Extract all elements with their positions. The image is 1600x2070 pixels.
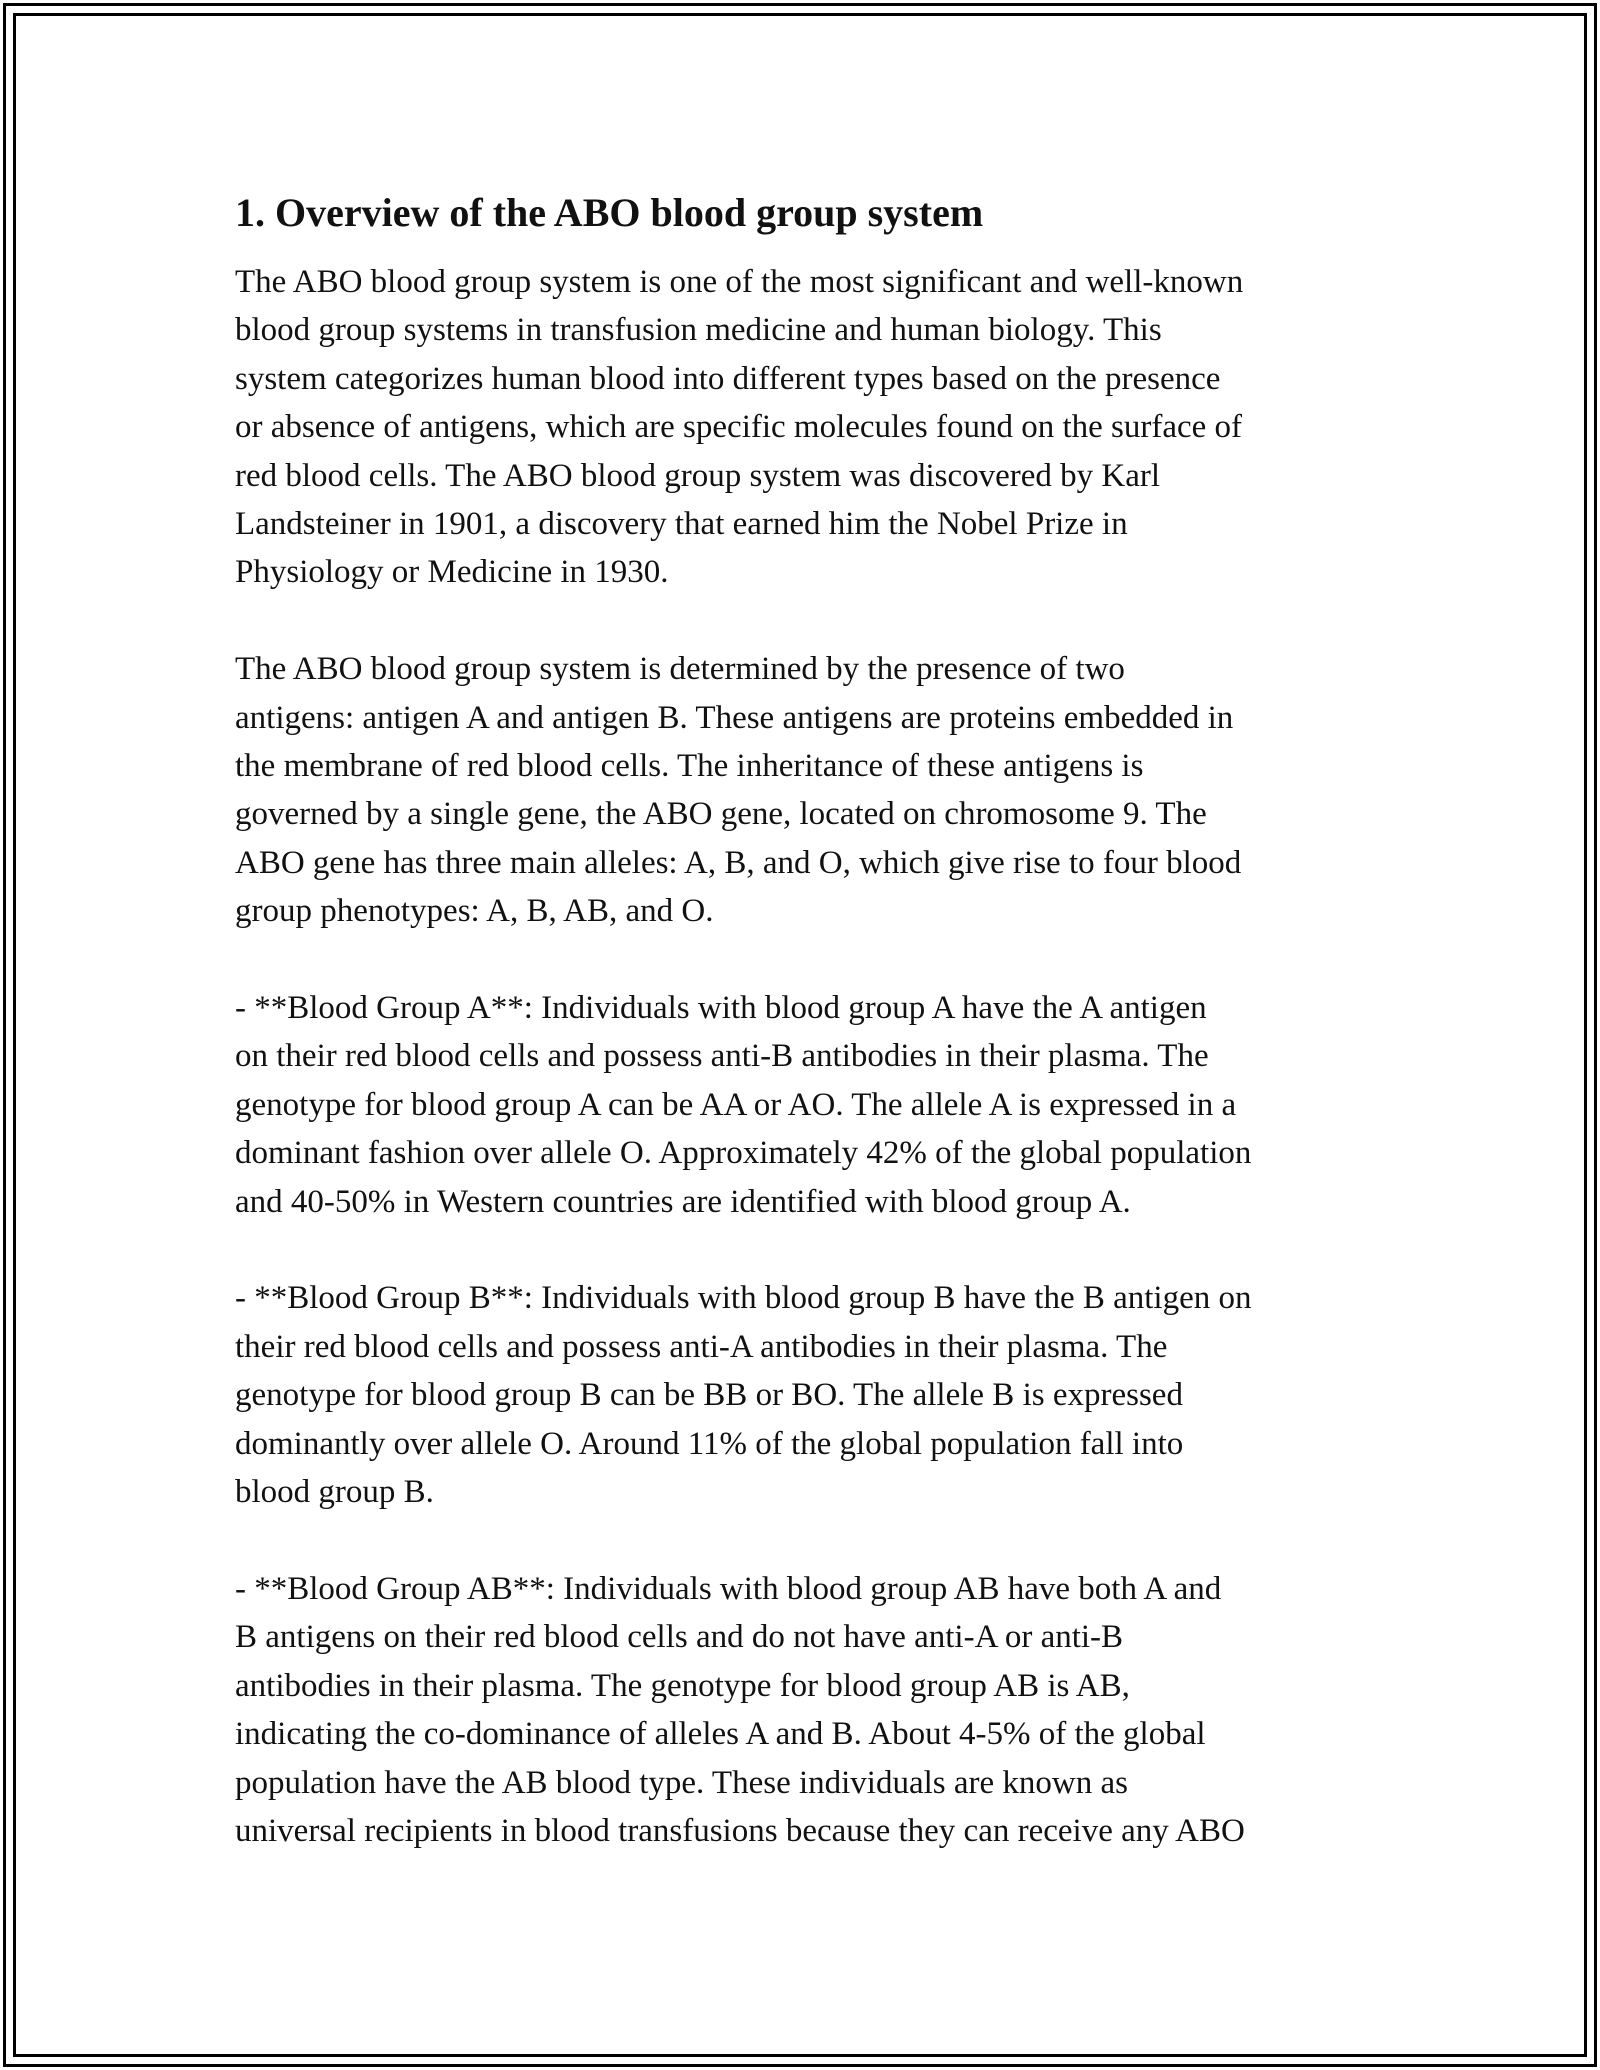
text-line: - **Blood Group AB**: Individuals with blood group AB have both A and [235,1570,1222,1607]
text-line: their red blood cells and possess anti-A antibodies in their plasma. The [235,1328,1168,1365]
paragraph-abo-overview [235,258,1375,597]
text-line: blood group systems in transfusion medicine and human biology. This [235,312,1162,349]
text-line: system categorizes human blood into different types based on the presence [235,360,1221,397]
text-line: on their red blood cells and possess anti-B antibodies in their plasma. The [235,1038,1209,1075]
text-line: Physiology or Medicine in 1930. [235,554,669,591]
text-line: The ABO blood group system is determined by the presence of two [235,651,1125,688]
text-line: ABO gene has three main alleles: A, B, and O, which give rise to four blood [235,844,1242,881]
section-heading: 1. Overview of the ABO blood group system [235,190,984,235]
text-line: blood group B. [235,1474,434,1511]
text-line: genotype for blood group B can be BB or BO. The allele B is expressed [235,1377,1183,1414]
text-line: population have the AB blood type. These individuals are known as [235,1764,1128,1801]
paragraph-blood-group-ab [235,1565,1375,1855]
paragraph-blood-group-a [235,984,1375,1226]
text-line: - **Blood Group A**: Individuals with blood group A have the A antigen [235,990,1207,1027]
text-line: or absence of antigens, which are specific molecules found on the surface of [235,409,1243,446]
text-line: Landsteiner in 1901, a discovery that earned him the Nobel Prize in [235,506,1128,543]
text-line: indicating the co-dominance of alleles A and B. About 4-5% of the global [235,1716,1206,1753]
text-line: universal recipients in blood transfusions because they can receive any ABO [235,1812,1245,1849]
text-line: - **Blood Group B**: Individuals with blood group B have the B antigen on [235,1280,1252,1317]
text-line: dominant fashion over allele O. Approximately 42% of the global population [235,1135,1252,1172]
text-line: genotype for blood group A can be AA or AO. The allele A is expressed in a [235,1086,1237,1123]
text-line: The ABO blood group system is one of the most significant and well-known [235,264,1244,300]
body-text [235,258,1375,1855]
text-line: antigens: antigen A and antigen B. These antigens are proteins embedded in [235,699,1234,736]
text-line: the membrane of red blood cells. The inheritance of these antigens is [235,748,1144,785]
text-line: dominantly over allele O. Around 11% of the global population fall into [235,1425,1184,1462]
text-line: red blood cells. The ABO blood group system was discovered by Karl [235,457,1161,494]
text-line: governed by a single gene, the ABO gene, located on chromosome 9. The [235,796,1207,833]
paragraph-antigens [235,645,1375,935]
text-line: and 40-50% in Western countries are identified with blood group A. [235,1183,1131,1220]
text-line: antibodies in their plasma. The genotype for blood group AB is AB, [235,1667,1130,1704]
paragraph-blood-group-b [235,1274,1375,1516]
text-line: group phenotypes: A, B, AB, and O. [235,893,714,930]
document-content [235,188,1375,1904]
text-line: B antigens on their red blood cells and do not have anti-A or anti-B [235,1619,1124,1656]
